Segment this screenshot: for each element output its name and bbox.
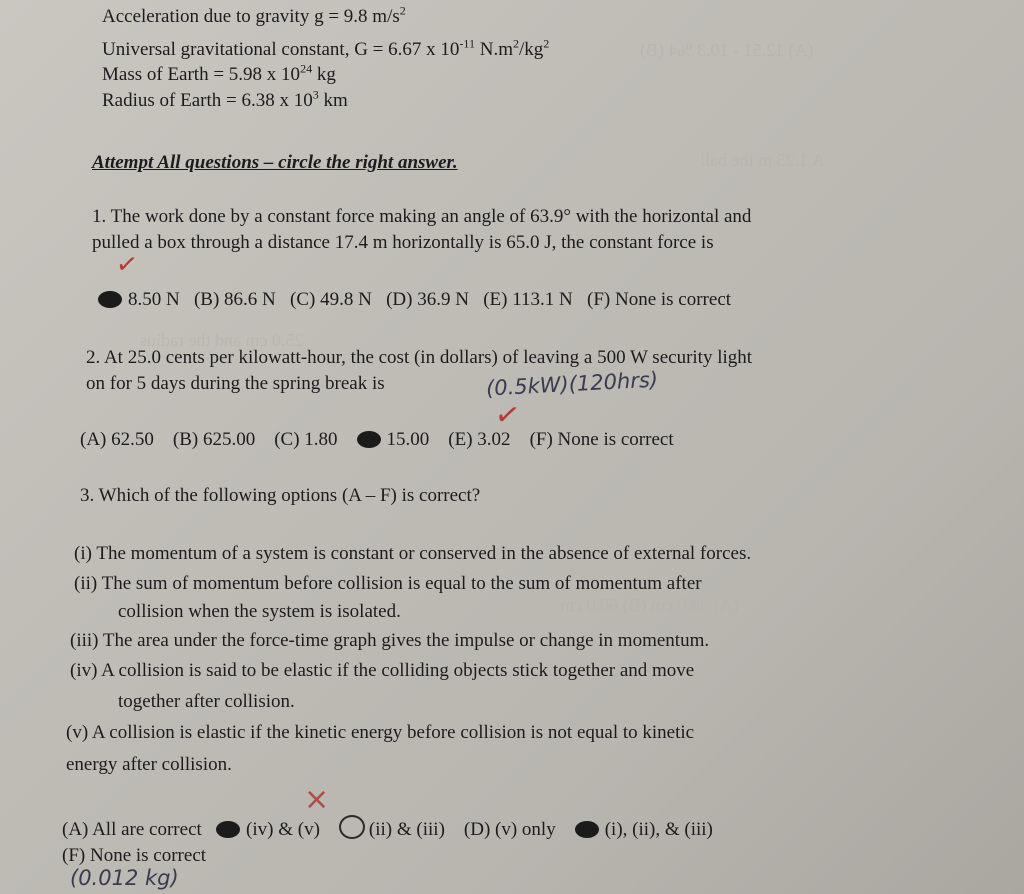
cross-mark: × [304, 782, 330, 817]
q3-option-c[interactable]: (ii) & (iii) [368, 819, 445, 840]
q2-line2: on for 5 days during the spring break is [86, 373, 385, 394]
q1-line1: 1. The work done by a constant force making an angle of 63.9° with the horizontal and [92, 206, 752, 227]
q3-option-e[interactable]: (i), (ii), & (iii) [604, 819, 713, 840]
q3-statement-v: (v) A collision is elastic if the kinetic energy before collision is not equal to kinetic [66, 722, 695, 743]
instructions-heading: Attempt All questions – circle the right answer. [92, 152, 458, 173]
bleed-through-text: (A) 30.0 cm (B) 60.0 cm [560, 595, 739, 615]
circled-option-c[interactable] [339, 815, 365, 839]
bleed-through-text: (A) 12.51 - 10.3 %4 (B) [640, 40, 814, 60]
q2-option-c[interactable]: (C) 1.80 [274, 429, 338, 450]
q2-option-f[interactable]: (F) None is correct [529, 429, 674, 450]
q3-option-b[interactable]: (iv) & (v) [246, 819, 320, 840]
q3-option-a[interactable]: (A) All are correct [62, 819, 202, 840]
q3-prompt: 3. Which of the following options (A – F) is correct? [80, 485, 481, 506]
earth-radius: Radius of Earth = 6.38 x $10^3$ km [102, 87, 348, 111]
filled-answer-bubble[interactable] [216, 821, 240, 838]
filled-answer-bubble[interactable] [357, 431, 381, 448]
handwritten-note: (0.012 kg) [70, 866, 179, 890]
bleed-through-text: 25.0 cm and the radius [140, 330, 304, 350]
q2-options [80, 429, 674, 451]
q2-number: 2. [86, 347, 101, 368]
gravity-constant: Acceleration due to gravity g = 9.8 $m/s^2$ [102, 3, 406, 27]
filled-answer-bubble[interactable] [98, 291, 122, 308]
q1-option-e[interactable]: (E) 113.1 N [483, 289, 573, 310]
q1-options [98, 289, 731, 311]
q3-statement-iv: (iv) A collision is said to be elastic if the colliding objects stick together and move [70, 660, 695, 681]
q3-statement-v-cont: energy after collision. [66, 754, 232, 775]
q2-option-b[interactable]: (B) 625.00 [172, 429, 256, 450]
q3-statement-ii-cont: collision when the system is isolated. [118, 601, 401, 622]
gravitational-constant: Universal gravitational constant, G = 6.67 x $10^{-11}$ $N.m^2/kg^2$ [102, 36, 550, 60]
q1-option-c[interactable]: (C) 49.8 N [290, 289, 372, 310]
q1-line2: pulled a box through a distance 17.4 m horizontally is 65.0 J, the constant force is [92, 232, 714, 253]
q3-option-f[interactable]: (F) None is correct [62, 845, 207, 866]
q3-statement-iv-cont: together after collision. [118, 691, 295, 712]
q3-statement-iii: (iii) The area under the force-time graph gives the impulse or change in momentum. [70, 630, 710, 651]
q3-number: 3. [80, 485, 95, 506]
q2-option-e[interactable]: (E) 3.02 [448, 429, 511, 450]
q1-option-b[interactable]: (B) 86.6 N [193, 289, 276, 310]
q1-option-f[interactable]: (F) None is correct [587, 289, 732, 310]
bleed-through-text: A 1.25 m the ball [700, 150, 825, 170]
q2-line1: 2. At 25.0 cents per kilowatt-hour, the cost (in dollars) of leaving a 500 W security light [86, 347, 753, 368]
handwritten-working: (0.5kW)(120hrs) [485, 367, 659, 401]
q3-statement-i: (i) The momentum of a system is constant or conserved in the absence of external forces. [74, 543, 752, 564]
q1-number: 1. [92, 206, 107, 227]
check-mark: ✓ [492, 396, 523, 435]
earth-mass: Mass of Earth = 5.98 x $10^{24}$ kg [102, 61, 336, 85]
q1-option-a[interactable]: 8.50 N [128, 289, 180, 310]
check-mark: ✓ [114, 248, 140, 282]
q2-option-d[interactable]: 15.00 [386, 429, 430, 450]
q2-option-a[interactable]: (A) 62.50 [80, 429, 154, 450]
filled-answer-bubble[interactable] [575, 821, 599, 838]
q3-options [62, 815, 713, 841]
q3-option-d[interactable]: (D) (v) only [463, 819, 556, 840]
q1-option-d[interactable]: (D) 36.9 N [386, 289, 469, 310]
q3-statement-ii: (ii) The sum of momentum before collision is equal to the sum of momentum after [74, 573, 702, 594]
